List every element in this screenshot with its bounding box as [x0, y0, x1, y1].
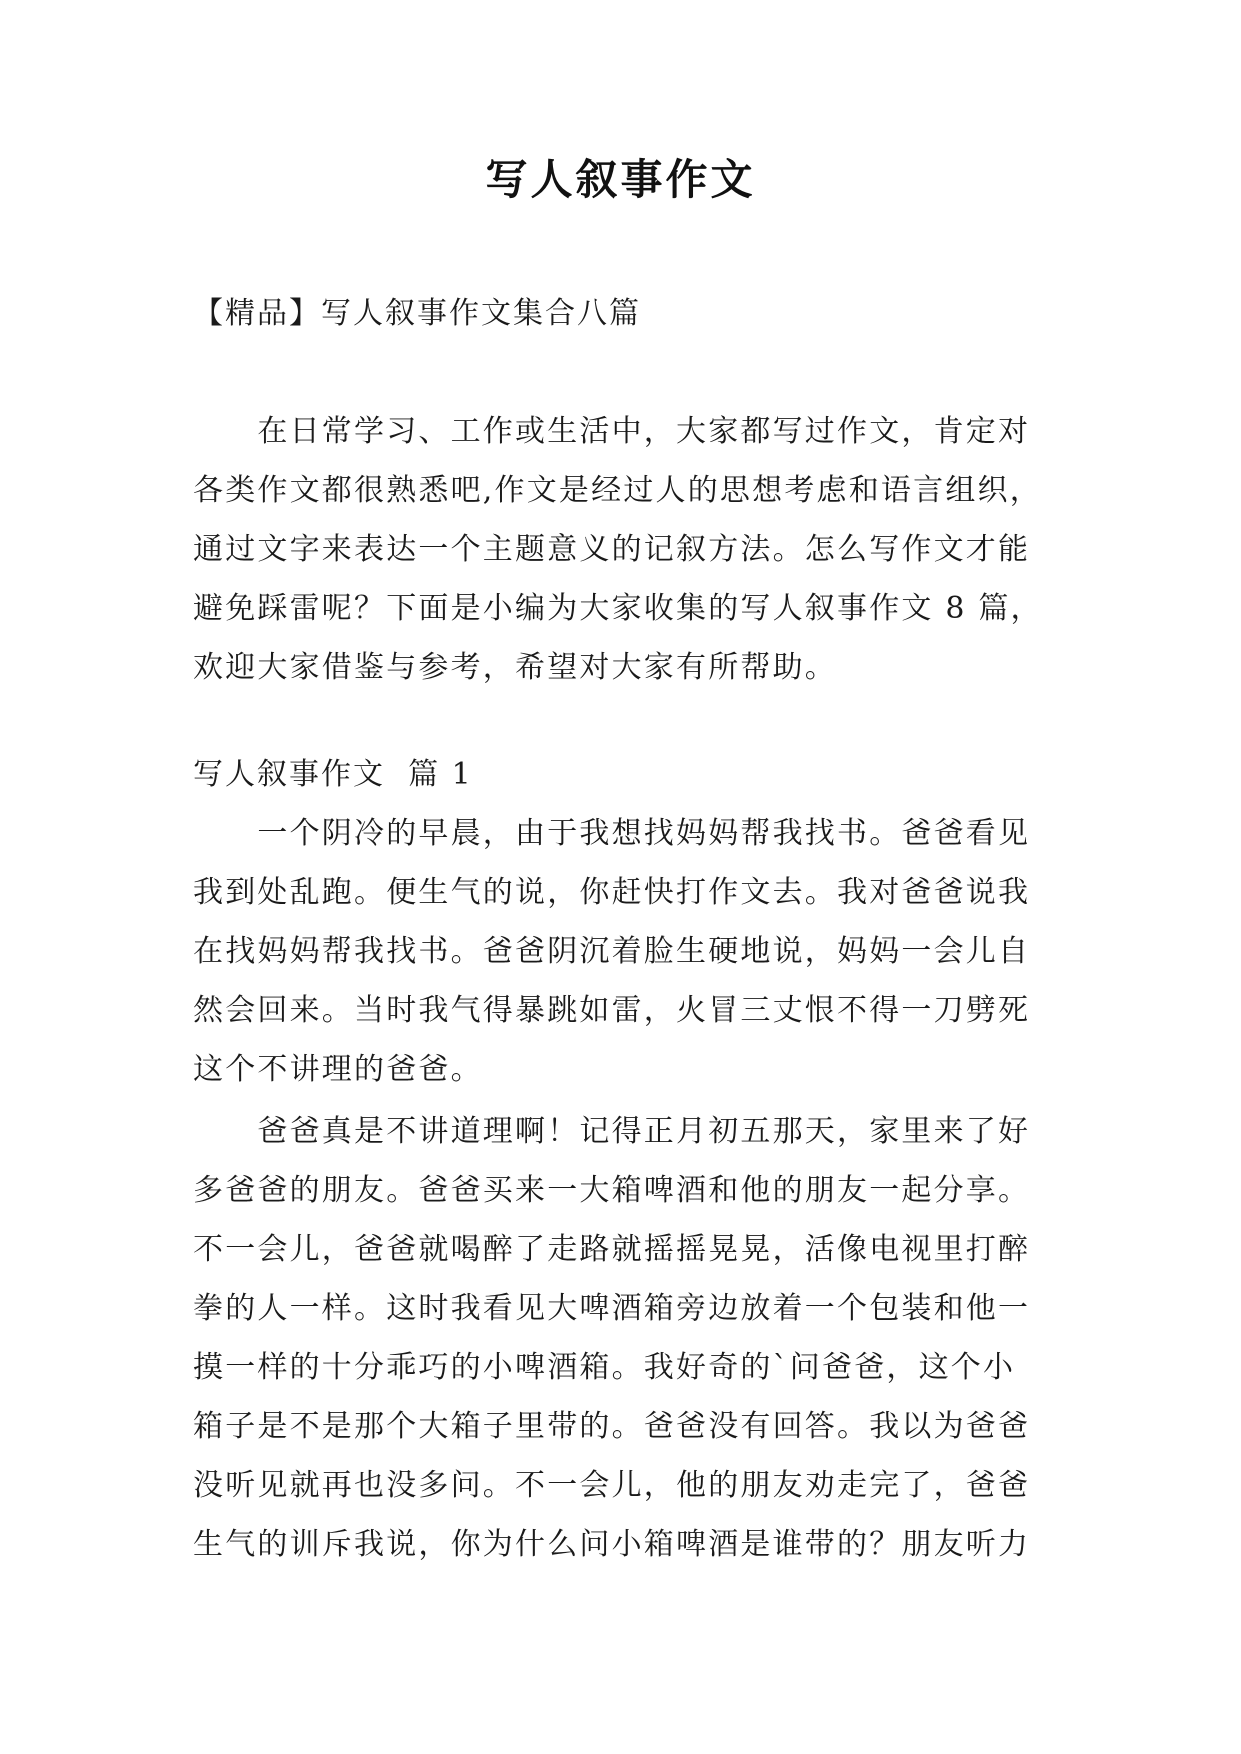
paragraph-line: 然会回来。当时我气得暴跳如雷，火冒三丈恨不得一刀劈死	[193, 993, 1031, 1028]
intro-line: 各类作文都很熟悉吧,作文是经过人的思想考虑和语言组织，	[193, 473, 1042, 508]
intro-line: 欢迎大家借鉴与参考，希望对大家有所帮助。	[193, 650, 837, 685]
intro-line: 在日常学习、工作或生活中，大家都写过作文，肯定对	[193, 414, 1031, 449]
paragraph-line: 这个不讲理的爸爸。	[193, 1052, 483, 1087]
document-title: 写人叙事作文	[485, 155, 756, 204]
section-heading: 写人叙事作文 篇 1	[193, 757, 473, 792]
paragraph-line: 不一会儿，爸爸就喝醉了走路就摇摇晃晃，活像电视里打醉	[193, 1232, 1031, 1267]
paragraph-line: 多爸爸的朋友。爸爸买来一大箱啤酒和他的朋友一起分享。	[193, 1173, 1031, 1208]
intro-line: 通过文字来表达一个主题意义的记叙方法。怎么写作文才能	[193, 532, 1031, 567]
paragraph-line: 没听见就再也没多问。不一会儿，他的朋友劝走完了，爸爸	[193, 1468, 1031, 1503]
paragraph-line: 拳的人一样。这时我看见大啤酒箱旁边放着一个包装和他一	[193, 1291, 1031, 1326]
essay-paragraph-2	[193, 1102, 1063, 1574]
paragraph-line: 在找妈妈帮我找书。爸爸阴沉着脸生硬地说，妈妈一会儿自	[193, 934, 1031, 969]
paragraph-line: 一个阴冷的早晨，由于我想找妈妈帮我找书。爸爸看见	[193, 816, 1031, 851]
paragraph-line: 爸爸真是不讲道理啊！记得正月初五那天，家里来了好	[193, 1114, 1031, 1149]
intro-line: 避免踩雷呢？下面是小编为大家收集的写人叙事作文 8 篇，	[193, 591, 1043, 626]
paragraph-line: 箱子是不是那个大箱子里带的。爸爸没有回答。我以为爸爸	[193, 1409, 1031, 1444]
paragraph-line: 摸一样的十分乖巧的小啤酒箱。我好奇的`问爸爸，这个小	[193, 1350, 1016, 1385]
paragraph-line: 我到处乱跑。便生气的说，你赶快打作文去。我对爸爸说我	[193, 875, 1031, 910]
document-subtitle: 【精品】写人叙事作文集合八篇	[193, 296, 641, 331]
essay-paragraph-1	[193, 804, 1063, 1099]
paragraph-line: 生气的训斥我说，你为什么问小箱啤酒是谁带的？朋友听力	[193, 1527, 1031, 1562]
intro-paragraph	[193, 402, 1063, 697]
